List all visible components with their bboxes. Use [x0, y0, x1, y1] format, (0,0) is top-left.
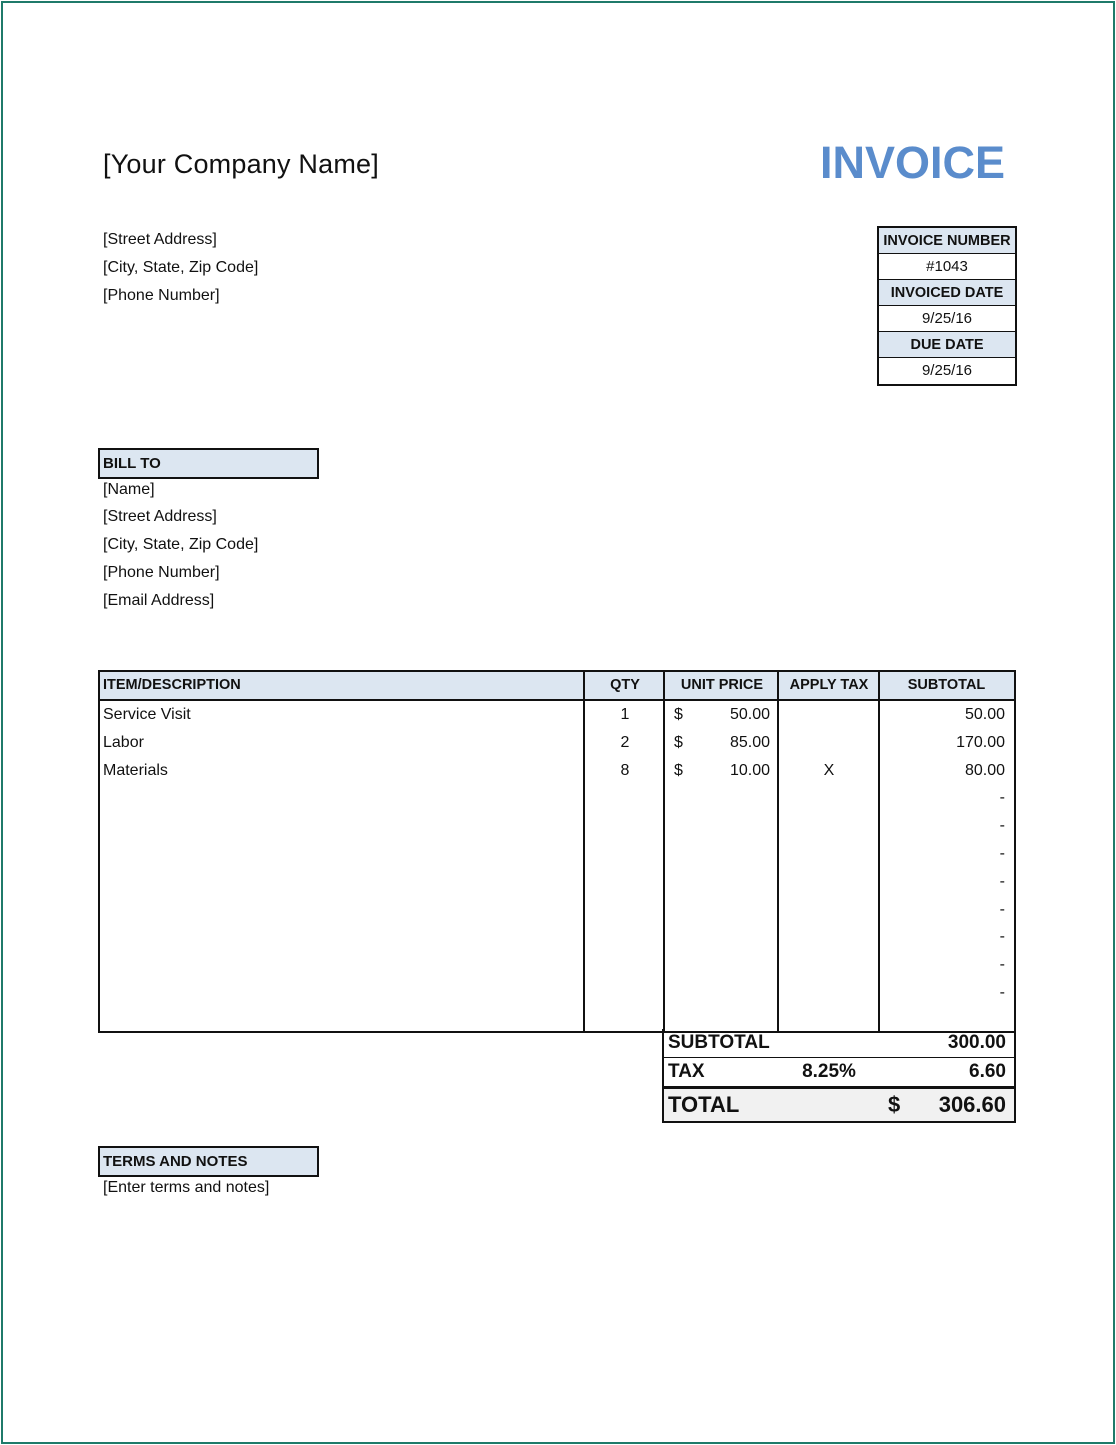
table-row: [100, 896, 1014, 924]
subtotal-value: 300.00: [947, 1032, 1006, 1053]
table-row: [100, 729, 1014, 757]
table-row: [100, 784, 1014, 812]
row-subtotal: -: [999, 984, 1005, 1001]
row-subtotal: -: [999, 845, 1005, 862]
row-currency: $: [674, 761, 683, 779]
bill-to-city: [City, State, Zip Code]: [103, 536, 259, 553]
table-row: [100, 840, 1014, 868]
invoice-info-box: [877, 226, 1017, 386]
table-row: [100, 951, 1014, 979]
total-row: [664, 1087, 1014, 1121]
row-subtotal: 80.00: [964, 761, 1005, 779]
company-street: [Street Address]: [103, 231, 217, 248]
row-description: Service Visit: [103, 706, 191, 723]
invoiced-date: 9/25/16: [879, 306, 1015, 332]
row-unit-price: 85.00: [729, 733, 770, 751]
company-name: [Your Company Name]: [103, 149, 379, 179]
subtotal-label: SUBTOTAL: [668, 1032, 770, 1053]
items-table: [98, 670, 1016, 1033]
row-subtotal: 170.00: [956, 733, 1005, 751]
invoice-number-label: INVOICE NUMBER: [879, 228, 1015, 254]
invoiced-date-label: INVOICED DATE: [879, 280, 1015, 306]
bill-to-phone: [Phone Number]: [103, 564, 220, 581]
header-unit-price: UNIT PRICE: [680, 677, 764, 693]
row-qty: 1: [620, 706, 630, 723]
total-label: TOTAL: [668, 1092, 740, 1117]
row-subtotal: -: [999, 928, 1005, 946]
terms-text: [Enter terms and notes]: [103, 1179, 270, 1196]
table-row: [100, 868, 1014, 896]
bill-to-header: BILL TO: [98, 448, 319, 479]
total-currency: $: [888, 1092, 901, 1117]
due-date-label: DUE DATE: [879, 332, 1015, 358]
table-row: [100, 812, 1014, 840]
row-subtotal: -: [999, 817, 1005, 835]
row-subtotal: -: [999, 900, 1005, 918]
row-subtotal: -: [999, 789, 1005, 807]
bill-to-name: [Name]: [103, 481, 155, 498]
total-value: 306.60: [938, 1092, 1006, 1117]
table-row: [100, 923, 1014, 951]
header-qty: QTY: [610, 677, 640, 693]
tax-row: [664, 1058, 1014, 1087]
header-subtotal: SUBTOTAL: [907, 677, 986, 693]
bill-to-street: [Street Address]: [103, 508, 217, 525]
invoice-number: #1043: [879, 254, 1015, 280]
row-currency: $: [674, 733, 683, 751]
row-description: Labor: [103, 733, 144, 751]
row-subtotal: 50.00: [964, 706, 1005, 723]
table-row: [100, 979, 1014, 1007]
row-subtotal: -: [999, 872, 1005, 890]
row-subtotal: -: [999, 956, 1005, 974]
items-table-header: [100, 672, 1014, 701]
terms-header: TERMS AND NOTES: [98, 1146, 319, 1177]
row-qty: 8: [620, 761, 630, 779]
company-phone: [Phone Number]: [103, 287, 220, 304]
row-qty: 2: [620, 733, 630, 751]
header-apply-tax: APPLY TAX: [789, 677, 869, 693]
row-apply-tax: X: [823, 761, 835, 779]
table-row: [100, 701, 1014, 729]
row-unit-price: 10.00: [729, 761, 770, 779]
company-city: [City, State, Zip Code]: [103, 259, 259, 276]
due-date: 9/25/16: [921, 362, 973, 379]
totals-box: [662, 1029, 1016, 1123]
subtotal-row: [664, 1029, 1014, 1058]
row-currency: $: [674, 706, 683, 723]
row-description: Materials: [103, 761, 168, 779]
tax-value: 6.60: [969, 1061, 1006, 1082]
tax-label: TAX: [668, 1061, 705, 1082]
table-row: [100, 757, 1014, 785]
tax-rate: 8.25%: [802, 1061, 856, 1082]
document-page: [1, 1, 1115, 1444]
invoice-title: INVOICE: [819, 137, 1005, 188]
row-unit-price: 50.00: [729, 706, 770, 723]
bill-to-email: [Email Address]: [103, 592, 215, 609]
header-description: ITEM/DESCRIPTION: [103, 677, 241, 693]
